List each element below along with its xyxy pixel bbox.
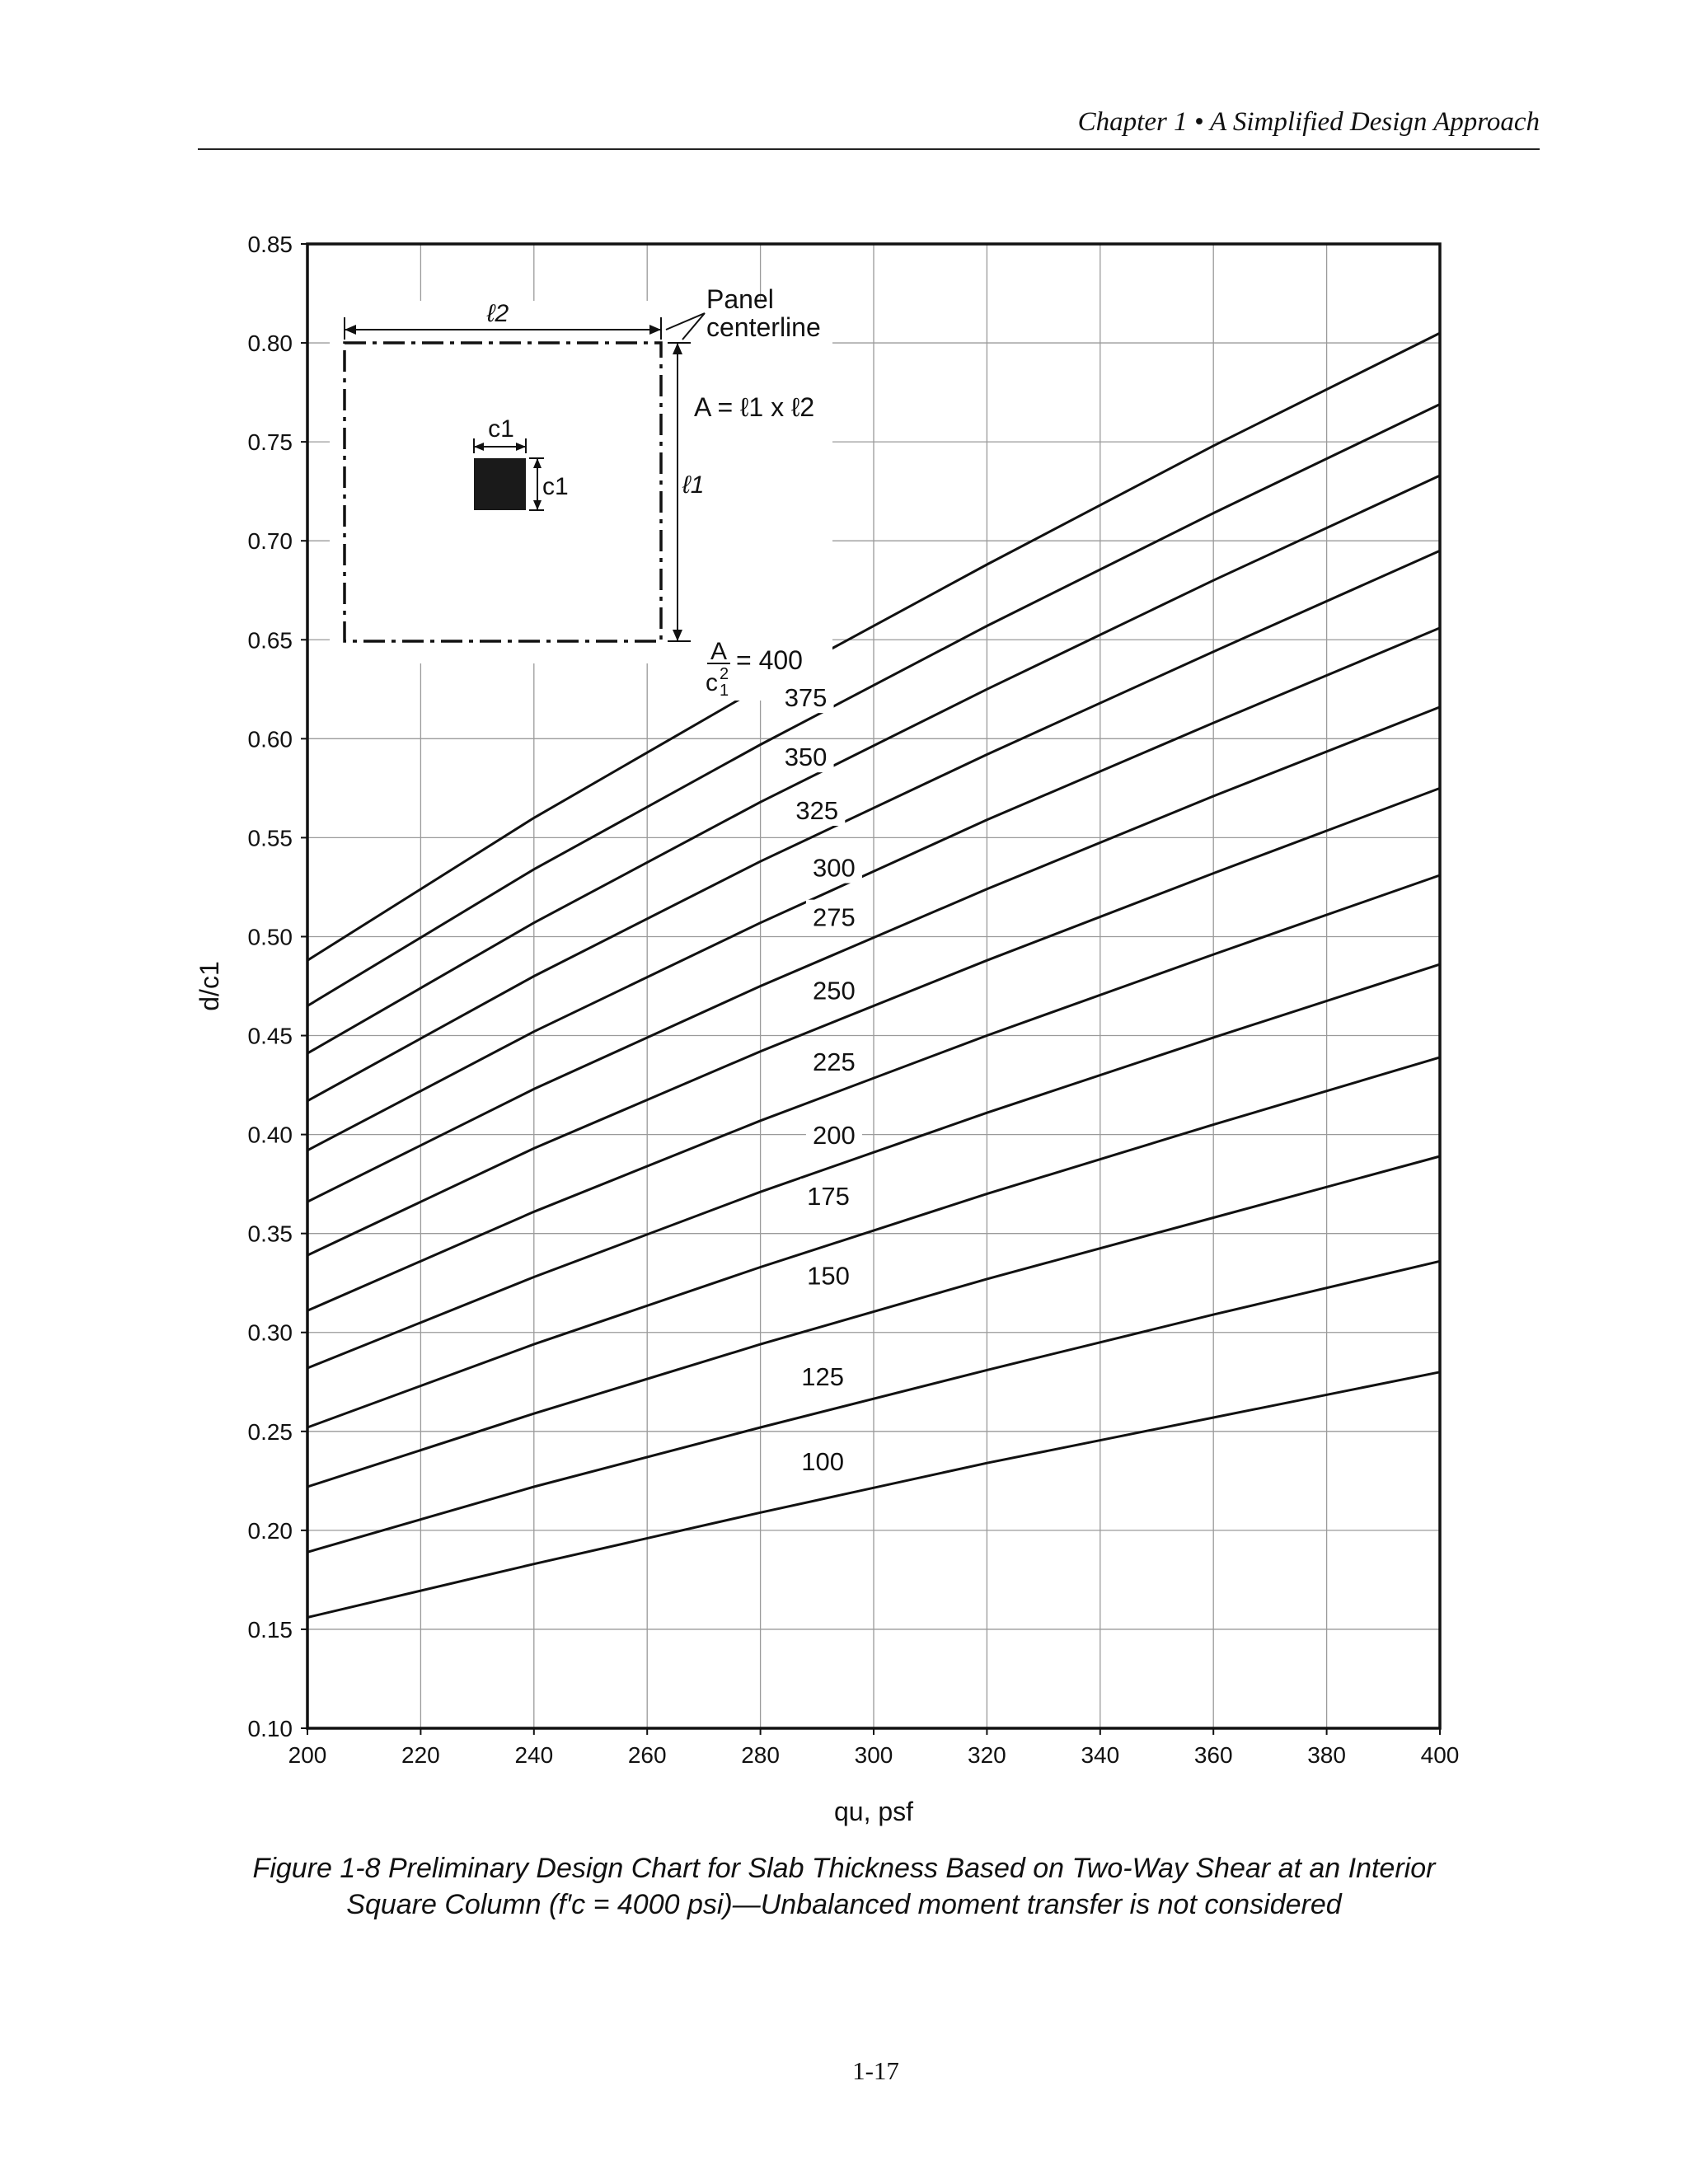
ratio-numerator: A	[710, 638, 728, 665]
x-tick-label: 280	[741, 1742, 780, 1768]
x-tick-label: 380	[1307, 1742, 1346, 1768]
chapter-title: Chapter 1 • A Simplified Design Approach	[1077, 107, 1540, 137]
c1-top-label: c1	[488, 415, 514, 443]
caption-line-1: Figure 1-8 Preliminary Design Chart for Slab Thickness Based on Two-Way Shear at an Interior	[252, 1853, 1436, 1884]
curve-label: 300	[813, 853, 856, 883]
y-tick-label: 0.75	[247, 429, 293, 456]
y-tick-label: 0.15	[247, 1616, 293, 1643]
ratio-subscript: 1	[720, 682, 729, 700]
curve-label: 150	[807, 1261, 850, 1291]
x-tick-label: 200	[288, 1742, 327, 1768]
y-tick-label: 0.10	[247, 1716, 293, 1741]
y-tick-label: 0.70	[247, 528, 293, 555]
y-tick-label: 0.55	[247, 825, 293, 851]
x-tick-label: 340	[1081, 1742, 1120, 1768]
curve-label: 200	[813, 1120, 856, 1150]
c1-side-label: c1	[542, 473, 569, 500]
curve-label: 225	[813, 1047, 856, 1076]
area-formula: A = ℓ1 x ℓ2	[694, 392, 815, 422]
y-axis-label: d/c1	[195, 961, 224, 1011]
y-tick-label: 0.45	[247, 1023, 293, 1049]
page-number: 1-17	[852, 2056, 899, 2085]
x-tick-label: 220	[401, 1742, 440, 1768]
x-tick-label: 400	[1420, 1742, 1460, 1768]
y-tick-label: 0.40	[247, 1122, 293, 1148]
x-axis-label: qu, psf	[833, 1797, 914, 1826]
panel-label-line1: Panel	[706, 284, 774, 314]
curve-label: 375	[784, 683, 828, 713]
y-tick-label: 0.65	[247, 627, 293, 654]
ratio-superscript: 2	[720, 665, 729, 683]
curve-label: 100	[801, 1447, 845, 1477]
curve-label: 275	[813, 902, 856, 932]
curve-label: 175	[807, 1182, 850, 1212]
l2-label: ℓ2	[486, 300, 509, 327]
x-tick-label: 320	[968, 1742, 1006, 1768]
y-tick-label: 0.50	[247, 924, 293, 950]
y-tick-label: 0.85	[247, 232, 293, 257]
ratio-denominator: c	[706, 669, 718, 696]
curve-label: 125	[801, 1361, 845, 1391]
x-tick-label: 240	[514, 1742, 554, 1768]
curve-label: 350	[784, 743, 828, 772]
curve-labels	[778, 680, 862, 1477]
caption-line-2: Square Column (f′c = 4000 psi)—Unbalanced moment transfer is not considered	[346, 1889, 1342, 1920]
y-tick-label: 0.25	[247, 1418, 293, 1445]
x-tick-label: 300	[854, 1742, 893, 1768]
ratio-value: = 400	[736, 645, 803, 675]
column-square	[474, 458, 526, 510]
y-tick-label: 0.30	[247, 1319, 293, 1346]
x-tick-label: 260	[627, 1742, 667, 1768]
panel-label-line2: centerline	[706, 312, 821, 342]
panel-inset-diagram	[330, 284, 832, 663]
curve-label: 325	[795, 795, 839, 825]
figure-caption	[165, 1850, 1523, 1923]
x-tick-label: 360	[1193, 1742, 1233, 1768]
y-tick-label: 0.80	[247, 330, 293, 357]
y-tick-label: 0.35	[247, 1221, 293, 1247]
y-tick-label: 0.20	[247, 1517, 293, 1544]
l1-label: ℓ1	[682, 471, 705, 499]
inset-background	[330, 301, 832, 663]
curve-label: 250	[813, 976, 856, 1005]
y-tick-label: 0.60	[247, 726, 293, 752]
